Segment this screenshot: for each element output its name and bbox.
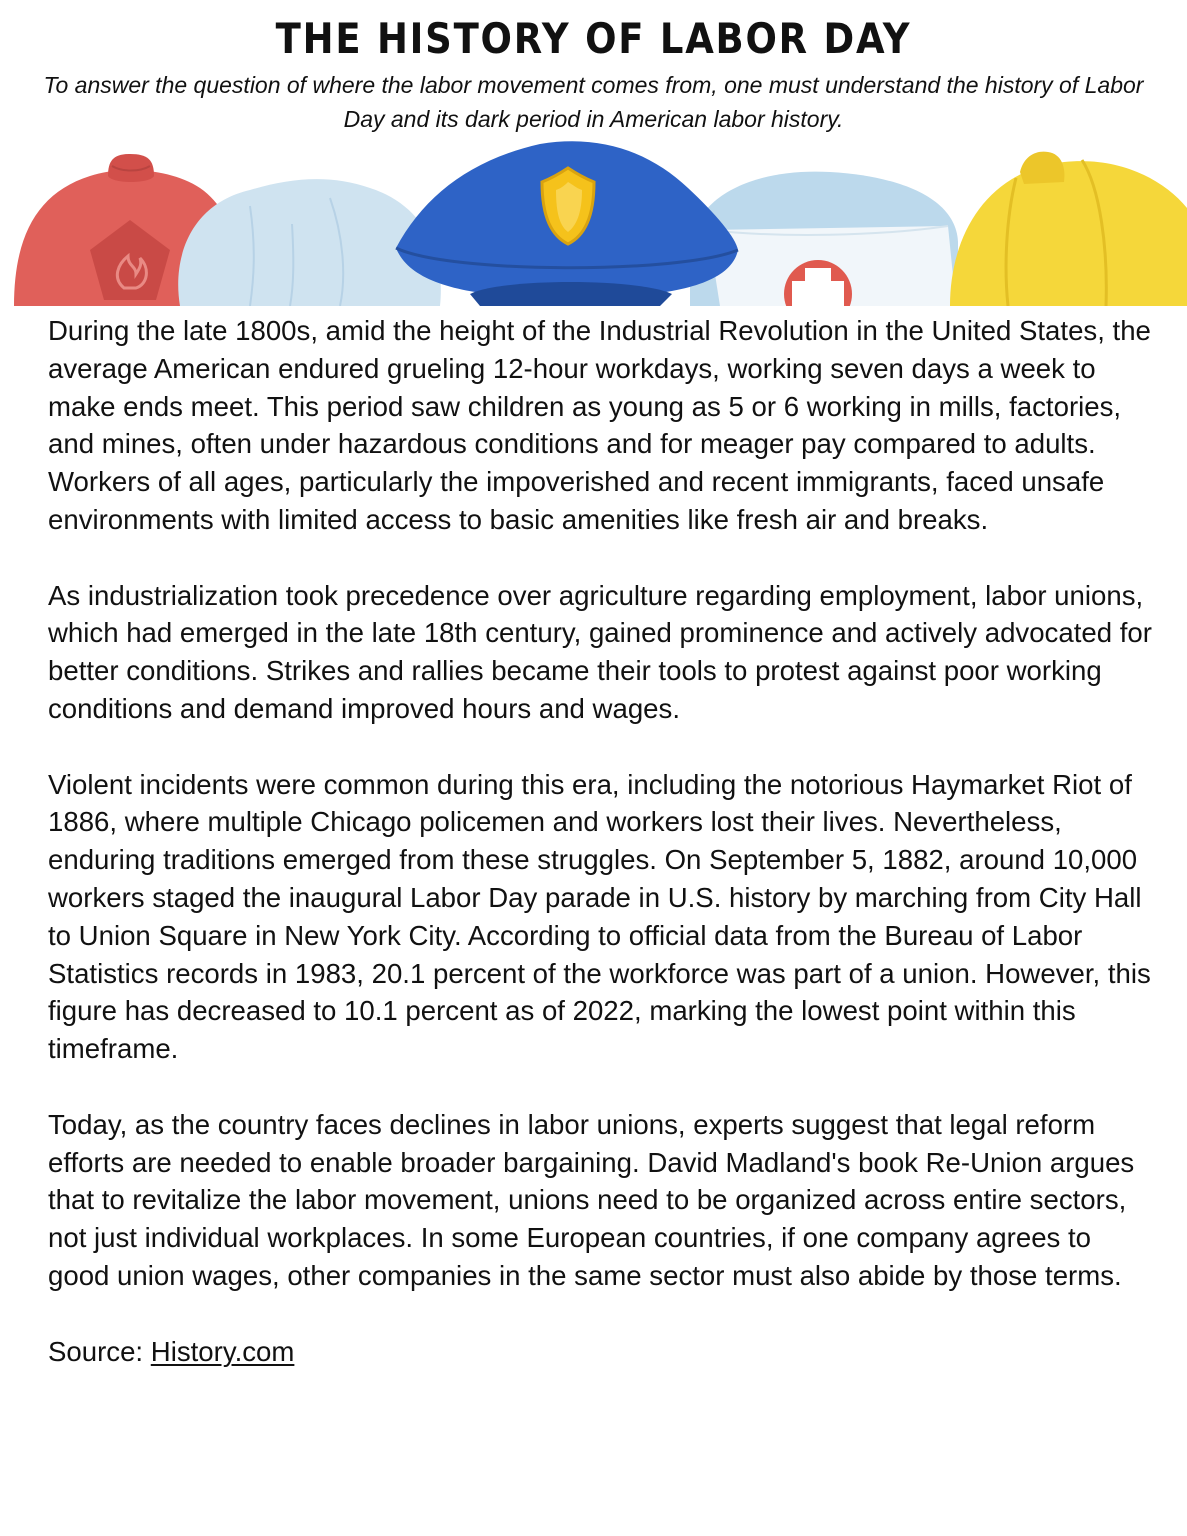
source-link[interactable]: History.com: [150, 1335, 295, 1367]
police-cap-icon: [396, 141, 738, 306]
hard-hat-icon: [950, 152, 1187, 306]
article-paragraph-4: Today, as the country faces declines in labor unions, experts suggest that legal reform efforts are needed to enable broader bargaining. David Madland's book Re-Union argues that to revitalize the labor movement, unions need to be organized across entire sectors, not just individual workplaces. In some European countries, if one company agrees to good union wages, other companies in the same sector must also abide by those terms.: [48, 1108, 1135, 1291]
source-line: [48, 1333, 1153, 1371]
article-body: [48, 312, 1153, 1408]
page-subtitle: To answer the question of where the labor movement comes from, one must understand the history of Labor Day and its dark period in American labor history.: [43, 72, 1144, 132]
article-paragraph-3: Violent incidents were common during this era, including the notorious Haymarket Riot of 1886, where multiple Chicago policemen and workers lost their lives. Nevertheless, enduring traditions emerged from these struggles. On September 5, 1882, around 10,000 workers staged the inaugural Labor Day parade in U.S. history by marching from City Hall to Union Square in New York City. According to official data from the Bureau of Labor Statistics records in 1983, 20.1 percent of the workforce was part of a union. However, this figure has decreased to 10.1 percent as of 2022, marking the lowest point within this timeframe.: [48, 768, 1151, 1065]
source-label: Source:: [48, 1335, 151, 1367]
article-paragraph-1: During the late 1800s, amid the height of the Industrial Revolution in the United States, the average American endured grueling 12-hour workdays, working seven days a week to make ends meet. This period saw children as young as 5 or 6 working in mills, factories, and mines, often under hazardous conditions and for meager pay compared to adults. Workers of all ages, particularly the impoverished and recent immigrants, faced unsafe environments with limited access to basic amenities like fresh air and breaks.: [48, 315, 1151, 535]
article-paragraph-2: As industrialization took precedence over agriculture regarding employment, labor unions, which had emerged in the late 18th century, gained prominence and actively advocated for better conditions. Strikes and rallies became their tools to protest against poor working conditions and demand improved hours and wages.: [48, 579, 1152, 724]
page-title: THE HISTORY OF LABOR DAY: [275, 14, 912, 63]
hats-illustration: [0, 138, 1187, 306]
